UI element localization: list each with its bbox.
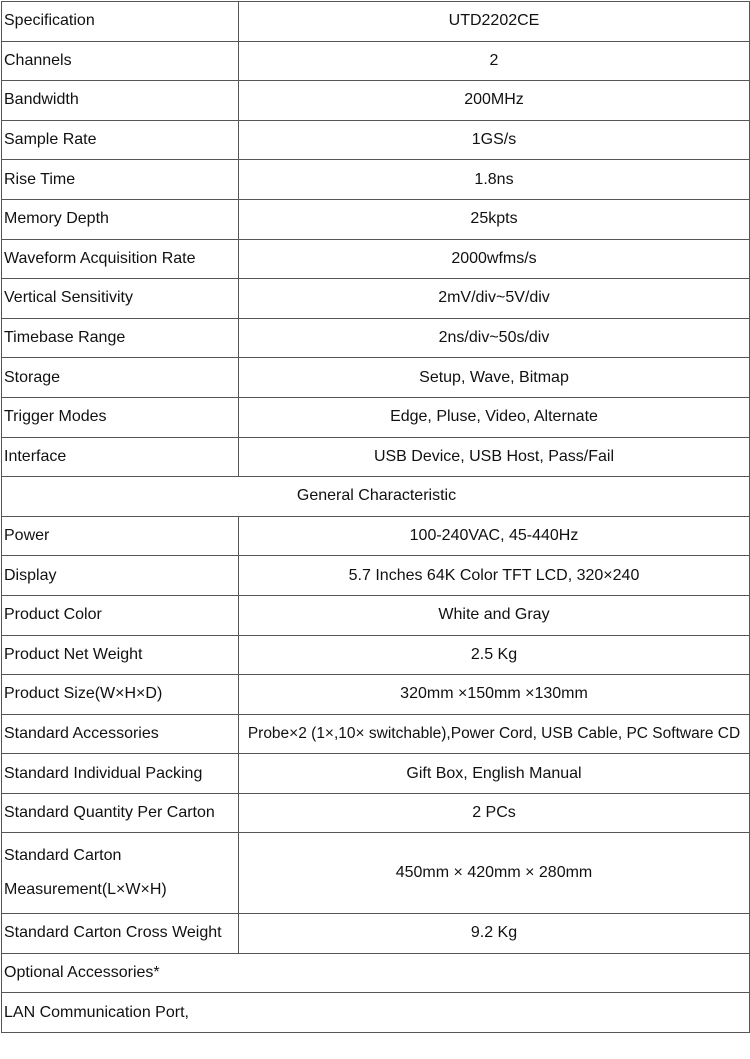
table-row bbox=[2, 239, 750, 279]
spec-label: Standard Accessories bbox=[2, 714, 239, 754]
spec-label: Product Net Weight bbox=[2, 635, 239, 675]
spec-label: Vertical Sensitivity bbox=[2, 279, 239, 319]
spec-label: Sample Rate bbox=[2, 120, 239, 160]
table-row bbox=[2, 397, 750, 437]
spec-label: Standard Carton Measurement(L×W×H) bbox=[2, 833, 239, 914]
spec-label: Specification bbox=[2, 2, 239, 42]
spec-value: 5.7 Inches 64K Color TFT LCD, 320×240 bbox=[239, 556, 750, 596]
table-row bbox=[2, 516, 750, 556]
spec-label: Standard Quantity Per Carton bbox=[2, 793, 239, 833]
optional-items: LAN Communication Port, bbox=[2, 993, 750, 1033]
table-row bbox=[2, 2, 750, 42]
table-row bbox=[2, 41, 750, 81]
spec-label: Memory Depth bbox=[2, 199, 239, 239]
spec-label: Interface bbox=[2, 437, 239, 477]
spec-value: 9.2 Kg bbox=[239, 914, 750, 954]
table-row bbox=[2, 714, 750, 754]
spec-label: Rise Time bbox=[2, 160, 239, 200]
spec-value: 2.5 Kg bbox=[239, 635, 750, 675]
spec-table bbox=[1, 1, 750, 1033]
spec-value: 2000wfms/s bbox=[239, 239, 750, 279]
spec-value: White and Gray bbox=[239, 595, 750, 635]
spec-label: Standard Carton Cross Weight bbox=[2, 914, 239, 954]
table-row bbox=[2, 199, 750, 239]
table-row bbox=[2, 793, 750, 833]
spec-value: USB Device, USB Host, Pass/Fail bbox=[239, 437, 750, 477]
spec-value: Gift Box, English Manual bbox=[239, 754, 750, 794]
spec-value: 200MHz bbox=[239, 81, 750, 121]
spec-label: Waveform Acquisition Rate bbox=[2, 239, 239, 279]
table-row bbox=[2, 279, 750, 319]
spec-label: Display bbox=[2, 556, 239, 596]
table-row bbox=[2, 595, 750, 635]
spec-value: Edge, Pluse, Video, Alternate bbox=[239, 397, 750, 437]
spec-value: 2ns/div~50s/div bbox=[239, 318, 750, 358]
optional-items-row bbox=[2, 993, 750, 1033]
table-row bbox=[2, 635, 750, 675]
spec-label: Bandwidth bbox=[2, 81, 239, 121]
spec-value: 2mV/div~5V/div bbox=[239, 279, 750, 319]
table-row bbox=[2, 675, 750, 715]
spec-label: Storage bbox=[2, 358, 239, 398]
spec-value: 320mm ×150mm ×130mm bbox=[239, 675, 750, 715]
spec-label: Power bbox=[2, 516, 239, 556]
spec-label: Timebase Range bbox=[2, 318, 239, 358]
optional-heading-row bbox=[2, 953, 750, 993]
section-heading-row bbox=[2, 477, 750, 517]
spec-value: 450mm × 420mm × 280mm bbox=[239, 833, 750, 914]
spec-label: Standard Individual Packing bbox=[2, 754, 239, 794]
table-row bbox=[2, 81, 750, 121]
spec-value: 2 PCs bbox=[239, 793, 750, 833]
spec-value: 25kpts bbox=[239, 199, 750, 239]
spec-label: Trigger Modes bbox=[2, 397, 239, 437]
table-row bbox=[2, 358, 750, 398]
spec-value: 1GS/s bbox=[239, 120, 750, 160]
spec-label: Product Color bbox=[2, 595, 239, 635]
table-row bbox=[2, 160, 750, 200]
spec-label: Product Size(W×H×D) bbox=[2, 675, 239, 715]
spec-value: 100-240VAC, 45-440Hz bbox=[239, 516, 750, 556]
table-row bbox=[2, 914, 750, 954]
table-row bbox=[2, 437, 750, 477]
table-row bbox=[2, 120, 750, 160]
spec-value: Setup, Wave, Bitmap bbox=[239, 358, 750, 398]
table-row bbox=[2, 833, 750, 914]
optional-heading: Optional Accessories* bbox=[2, 953, 750, 993]
table-row bbox=[2, 754, 750, 794]
spec-value: 1.8ns bbox=[239, 160, 750, 200]
spec-value: Probe×2 (1×,10× switchable),Power Cord, USB Cable, PC Software CD bbox=[239, 714, 750, 754]
spec-value: 2 bbox=[239, 41, 750, 81]
section-heading: General Characteristic bbox=[2, 477, 750, 517]
table-row bbox=[2, 556, 750, 596]
table-row bbox=[2, 318, 750, 358]
spec-value: UTD2202CE bbox=[239, 2, 750, 42]
spec-label: Channels bbox=[2, 41, 239, 81]
